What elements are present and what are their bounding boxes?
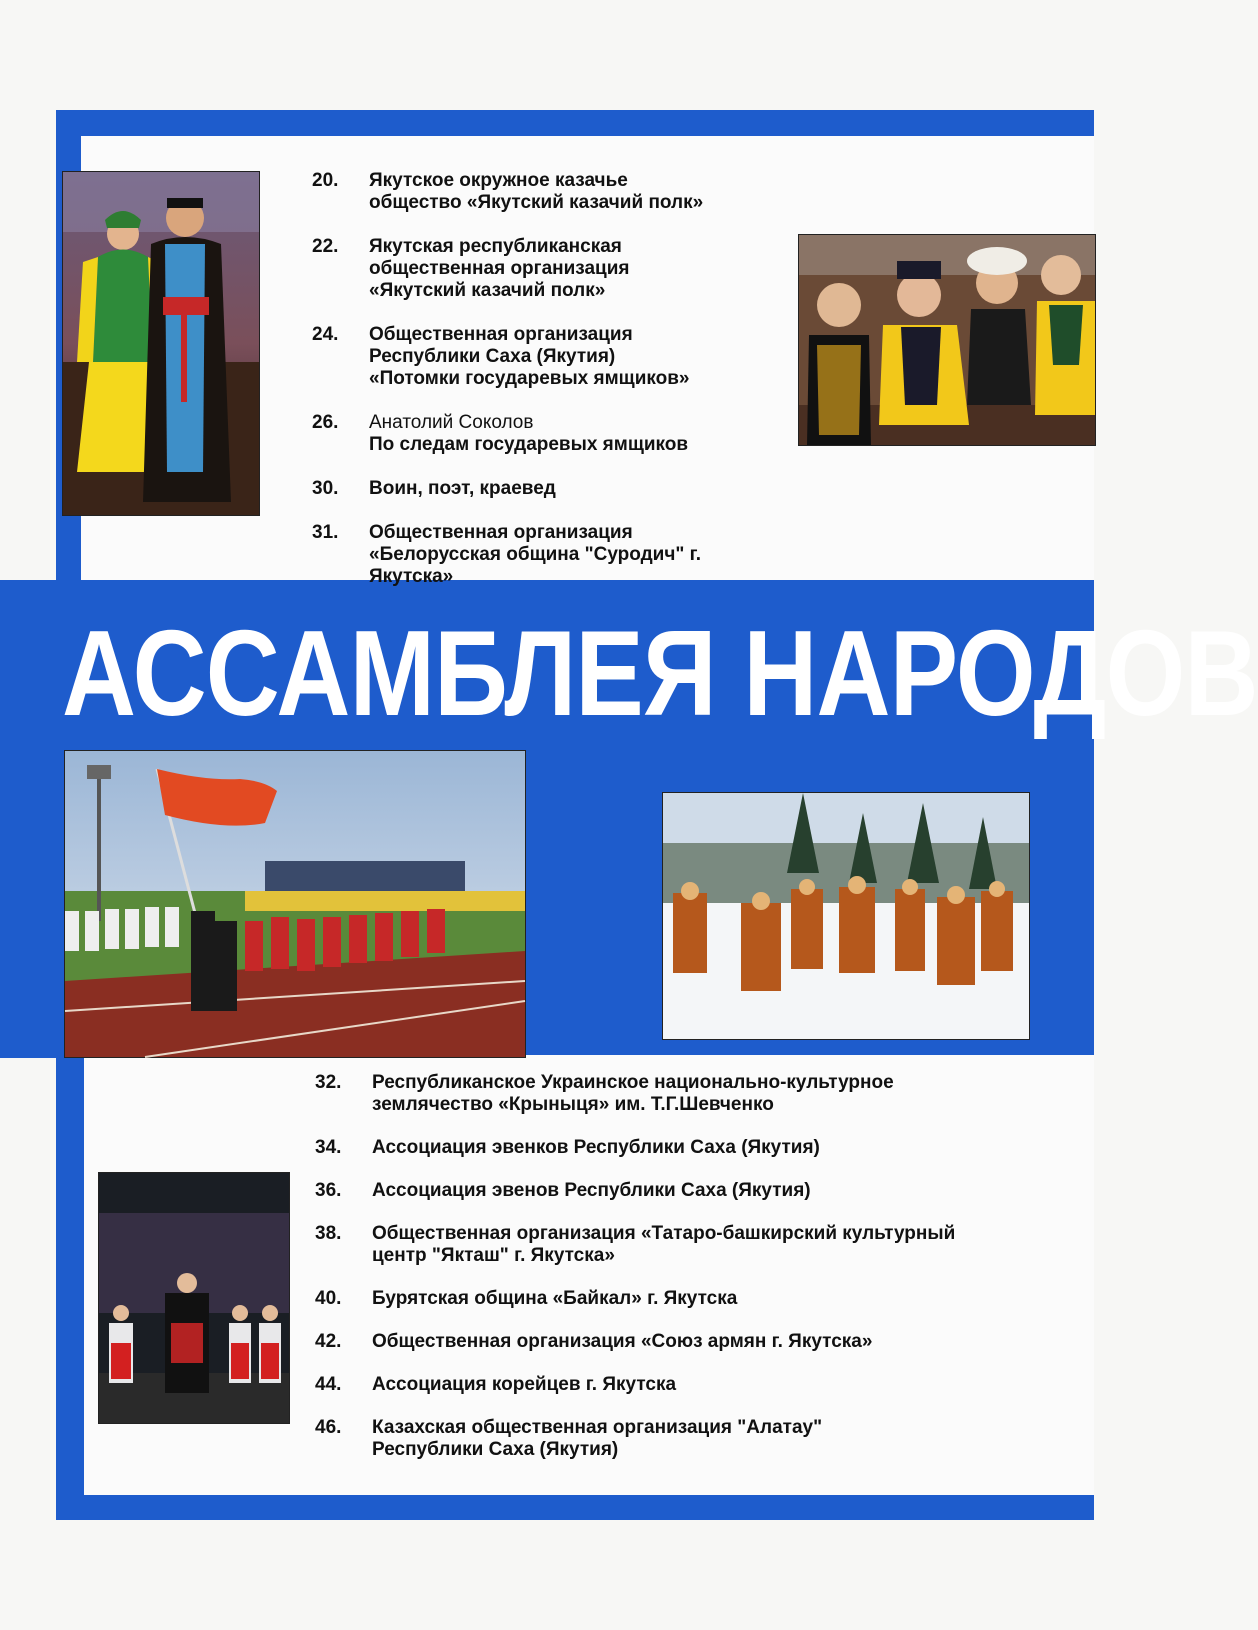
entry-title-line: Общественная организация «Татаро-башкирский культурный [372,1223,956,1244]
contents-entry [315,1072,1075,1116]
page-number: 22. [312,236,339,257]
children-in-national-costume-photo [798,234,1096,446]
contents-entry [315,1137,1075,1159]
contents-entry [312,236,782,302]
entry-title-line: «Белорусская община "Суродич" г. Якутска» [369,544,701,587]
entry-title-line: общество «Якутский казачий полк» [369,192,704,213]
entry-title-line: Ассоциация эвенов Республики Саха (Якутия) [372,1180,811,1201]
page-number: 26. [312,412,339,433]
stadium-parade-with-red-flag-photo [64,750,526,1058]
page-number: 40. [315,1288,342,1309]
entry-title-line: Республики Саха (Якутия) [369,346,616,367]
entry-title-line: Общественная организация «Союз армян г. Якутска» [372,1331,873,1352]
entry-title-line: общественная организация [369,258,630,279]
entry-title-line: Ассоциация эвенков Республики Саха (Якутия) [372,1137,820,1158]
contents-entry [315,1180,1075,1202]
page-number: 30. [312,478,339,499]
entry-title-line: Республиканское Украинское национально-культурное [372,1072,894,1093]
entry-title-line: Казахская общественная организация "Алатау" [372,1417,823,1438]
winter-dance-in-fur-costumes-photo [662,792,1030,1040]
entry-title-line: Ассоциация корейцев г. Якутска [372,1374,677,1395]
entry-title-line: Республики Саха (Якутия) [372,1439,619,1460]
entry-title-line: «Якутский казачий полк» [369,280,606,301]
couple-in-traditional-dress-photo [62,171,260,516]
folk-ensemble-on-stage-photo [98,1172,290,1424]
page-number: 38. [315,1223,342,1244]
page-number: 32. [315,1072,342,1093]
entry-title-line: Общественная организация [369,324,633,345]
entry-title-line: центр "Якташ" г. Якутска» [372,1245,615,1266]
contents-entry [315,1288,1075,1310]
page-number: 31. [312,522,339,543]
page-number: 24. [312,324,339,345]
page-number: 36. [315,1180,342,1201]
page-number: 20. [312,170,339,191]
entry-title-line: Воин, поэт, краевед [369,478,556,499]
entry-author: Анатолий Соколов [369,412,534,433]
contents-entry [312,412,782,456]
page-number: 34. [315,1137,342,1158]
page-title: АССАМБЛЕЯ НАРОДОВ [62,605,1258,741]
page-number: 46. [315,1417,342,1438]
contents-entry [312,478,782,500]
contents-entry [312,522,782,588]
contents-list-bottom [315,1072,1075,1482]
entry-title-line: По следам государевых ямщиков [369,434,689,455]
contents-entry [315,1223,1075,1267]
entry-title-line: землячество «Крыныця» им. Т.Г.Шевченко [372,1094,774,1115]
entry-title-line: Якутское окружное казачье [369,170,628,191]
contents-entry [312,170,782,214]
entry-title-line: «Потомки государевых ямщиков» [369,368,690,389]
entry-title-line: Якутская республиканская [369,236,622,257]
entry-title-line: Бурятская община «Байкал» г. Якутска [372,1288,738,1309]
contents-entry [315,1331,1075,1353]
contents-list-top [312,170,782,610]
page-number: 42. [315,1331,342,1352]
contents-entry [312,324,782,390]
contents-entry [315,1374,1075,1396]
contents-entry [315,1417,1075,1461]
entry-title-line: Общественная организация [369,522,633,543]
page-number: 44. [315,1374,342,1395]
